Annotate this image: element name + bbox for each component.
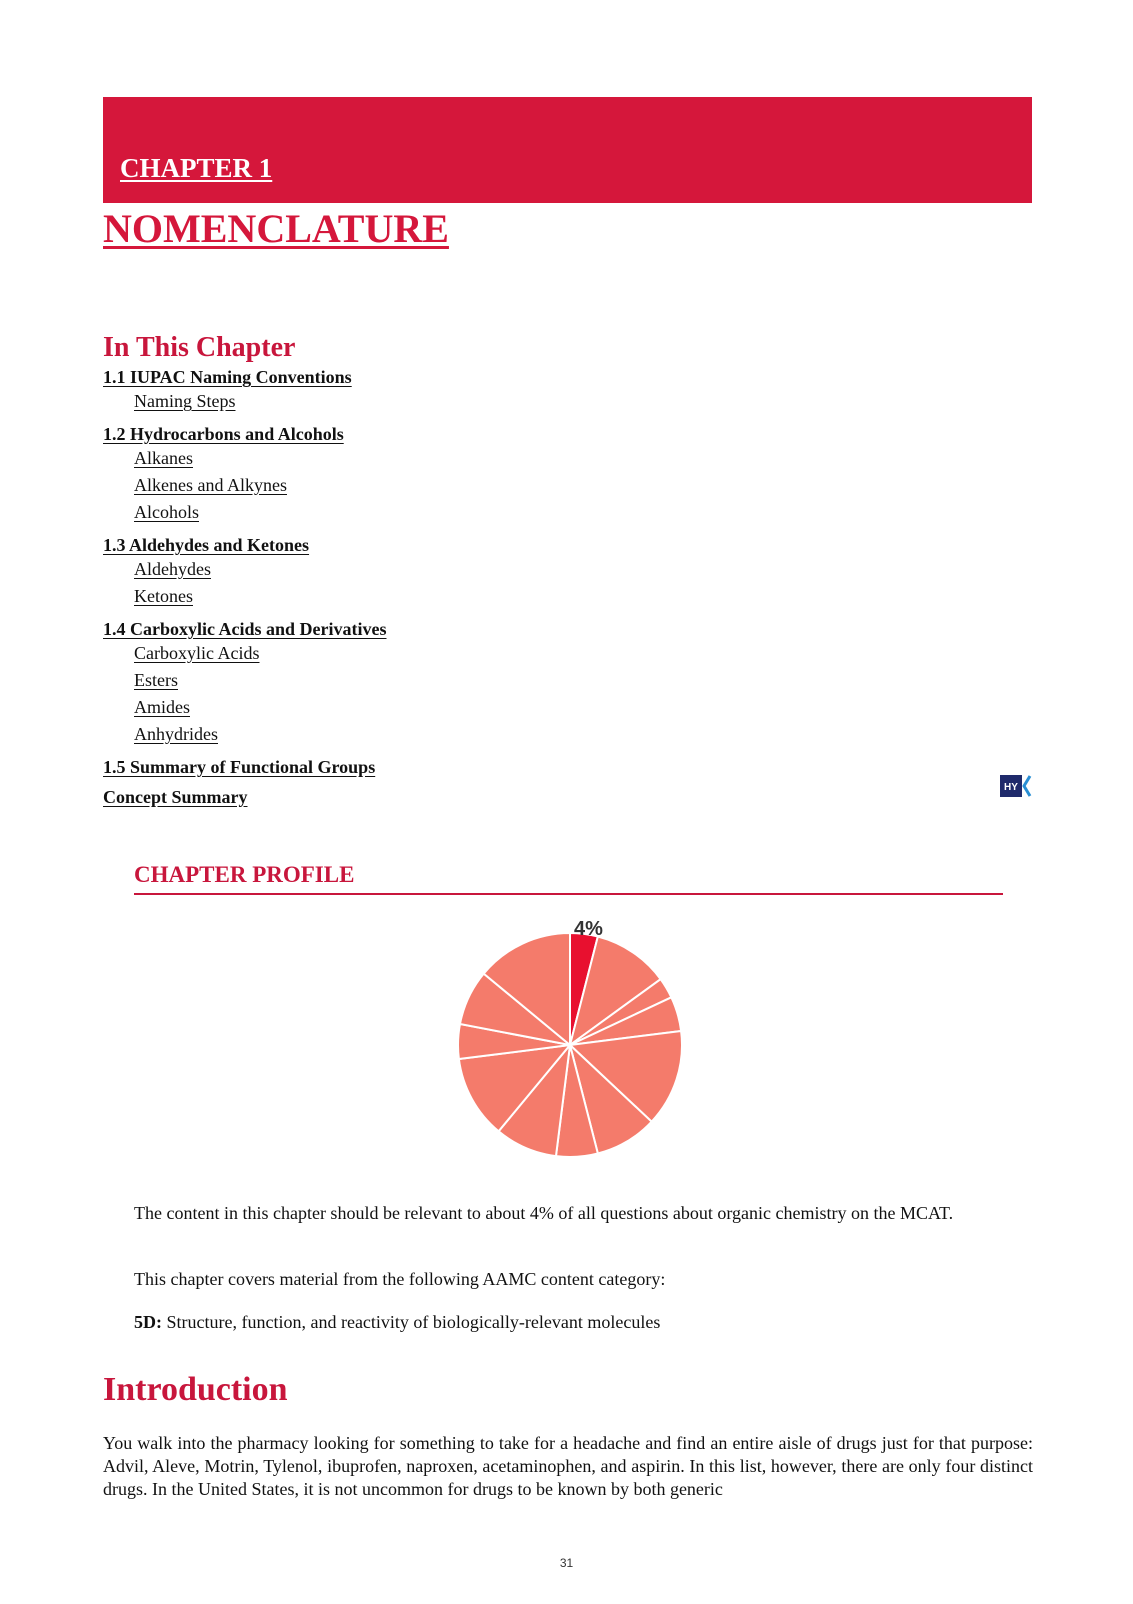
chapter-banner — [103, 97, 1032, 203]
introduction-paragraph: You walk into the pharmacy looking for something to take for a headache and find an entire aisle of drugs just for that purpose: Advil, Aleve, Motrin, Tylenol, ibuprofen, naproxen, acetaminophen, and aspirin. In this list, however, there are only four distinct drugs. In the United States, it is not uncommon for drugs to be known by both generic — [103, 1433, 1033, 1499]
toc-link-aldehydes[interactable]: Aldehydes — [134, 559, 211, 579]
relevance-paragraph: The content in this chapter should be relevant to about 4% of all questions about organic chemistry on the MCAT. — [134, 1203, 954, 1223]
toc-section — [103, 786, 1033, 808]
toc-heading: In This Chapter — [103, 332, 296, 363]
toc-section — [103, 423, 1033, 526]
toc-link-carboxylic-acids[interactable]: Carboxylic Acids — [134, 643, 260, 663]
divider — [134, 893, 1003, 895]
toc-link-esters[interactable]: Esters — [134, 670, 178, 690]
page-number: 31 — [559, 1556, 574, 1570]
toc-section — [103, 534, 1033, 610]
content-category-code: 5D: — [134, 1312, 162, 1332]
toc-link-iupac[interactable]: 1.1 IUPAC Naming Conventions — [103, 367, 352, 387]
toc-link-hydrocarbons[interactable]: 1.2 Hydrocarbons and Alcohols — [103, 424, 344, 444]
content-category-intro: This chapter covers material from the following AAMC content category: — [134, 1269, 666, 1289]
toc-link-naming-steps[interactable]: Naming Steps — [134, 391, 236, 411]
toc-link-carboxylic-derivatives[interactable]: 1.4 Carboxylic Acids and Derivatives — [103, 619, 387, 639]
introduction-heading: Introduction — [103, 1371, 288, 1408]
high-yield-icon — [1000, 775, 1032, 797]
chapter-label[interactable]: CHAPTER 1 — [120, 153, 273, 183]
toc-link-functional-groups[interactable]: 1.5 Summary of Functional Groups — [103, 757, 376, 777]
toc-link-amides[interactable]: Amides — [134, 697, 190, 717]
toc-link-ketones[interactable]: Ketones — [134, 586, 193, 606]
toc-link-anhydrides[interactable]: Anhydrides — [134, 724, 218, 744]
content-category-description: Structure, function, and reactivity of biologically-relevant molecules — [162, 1312, 661, 1332]
chapter-profile-pie-chart — [440, 915, 700, 1175]
toc-link-alkenes-alkynes[interactable]: Alkenes and Alkynes — [134, 475, 287, 495]
toc-section — [103, 618, 1033, 748]
toc-link-concept-summary[interactable]: Concept Summary — [103, 787, 248, 807]
high-yield-badge-label: HY — [1004, 782, 1018, 793]
content-category-item — [134, 1311, 1004, 1334]
chapter-title[interactable]: NOMENCLATURE — [103, 206, 449, 251]
toc-link-alcohols[interactable]: Alcohols — [134, 502, 199, 522]
toc-section — [103, 756, 1033, 778]
table-of-contents — [103, 366, 1033, 816]
pie-percent-label: 4% — [574, 918, 603, 940]
chapter-profile-heading: CHAPTER PROFILE — [134, 862, 355, 887]
toc-link-aldehydes-ketones[interactable]: 1.3 Aldehydes and Ketones — [103, 535, 310, 555]
toc-link-alkanes[interactable]: Alkanes — [134, 448, 193, 468]
toc-section — [103, 366, 1033, 415]
